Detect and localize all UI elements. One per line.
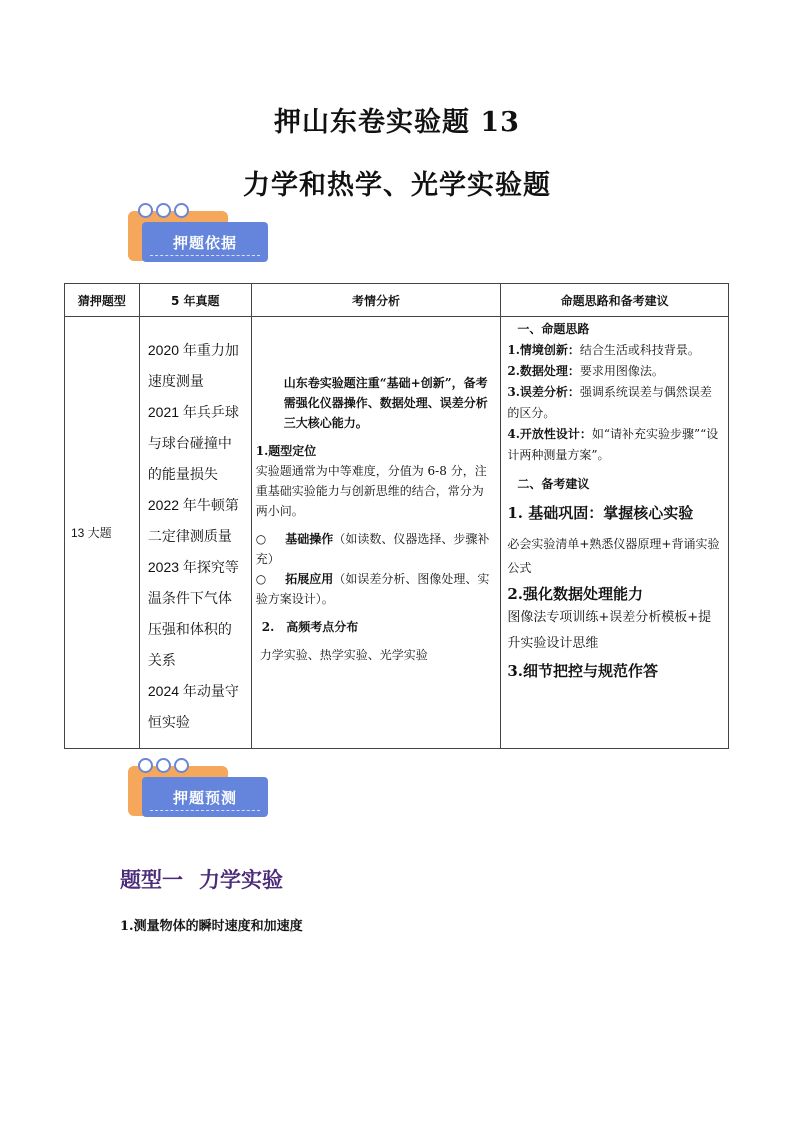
banner-basis: [128, 205, 278, 275]
advice-item-2: [507, 361, 722, 382]
advice-item-label: 4.开放性设计：: [507, 427, 592, 441]
year-line: 的能量损失: [147, 466, 218, 482]
analysis-cell: [251, 317, 501, 749]
banner-prediction-label: 押题预测: [142, 777, 268, 817]
bullet-text: （如误差分析、图像处理、实验方案设计）。: [255, 572, 490, 606]
year-line: 压强和体积的: [147, 621, 232, 637]
header-analysis: 考情分析: [251, 284, 501, 317]
year-line: 2020 年重力加: [147, 342, 239, 358]
year-line: 二定律测质量: [147, 528, 232, 544]
advice-item-label: 3.误差分析：: [507, 385, 580, 399]
advice-point-1: 1. 基础巩固：掌握核心实验: [507, 504, 694, 522]
bullet-label: 拓展应用: [285, 572, 334, 586]
advice-item-text: 如“请补充实验步骤”“设计两种测量方案”。: [507, 427, 719, 462]
banner-prediction: [128, 760, 278, 830]
type-cell: 13 大题: [65, 317, 140, 749]
bullet-icon: ○: [255, 572, 267, 586]
header-advice: 命题思路和备考建议: [501, 284, 729, 317]
header-years: 5 年真题: [139, 284, 251, 317]
year-line: 与球台碰撞中: [147, 435, 232, 451]
page-subtitle: 力学和热学、光学实验题: [243, 170, 551, 201]
exam-analysis-table: [64, 283, 729, 749]
year-line: 2022 年牛顿第: [147, 497, 239, 513]
section-type-label: 题型一: [120, 868, 183, 892]
table-row: [65, 317, 729, 749]
binder-rings-icon: [138, 758, 189, 773]
table-header-row: [65, 284, 729, 317]
analysis-heading-2: 2. 高频考点分布: [261, 620, 359, 634]
page-title: 押山东卷实验题 13: [274, 107, 520, 138]
advice-item-text: 结合生活或科技背景。: [579, 343, 700, 357]
year-line: 关系: [147, 652, 176, 668]
analysis-bullet-1: [256, 529, 493, 569]
advice-point-1-text: 必会实验清单+熟悉仪器原理+背诵实验公式: [507, 537, 720, 575]
years-cell: [139, 317, 251, 749]
advice-item-label: 2.数据处理：: [507, 364, 580, 378]
advice-item-text: 强调系统误差与偶然误差的区分。: [507, 385, 712, 420]
analysis-bullet-2: [256, 569, 493, 609]
advice-section-2: 二、备考建议: [517, 477, 590, 491]
advice-point-2: 2.强化数据处理能力: [507, 585, 644, 603]
question-item-1: 1.测量物体的瞬时速度和加速度: [120, 919, 303, 934]
analysis-text-2: 力学实验、热学实验、光学实验: [259, 648, 428, 662]
binder-rings-icon: [138, 203, 189, 218]
bullet-text: （如读数、仪器选择、步骤补充）: [255, 532, 490, 566]
year-line: 2024 年动量守: [147, 683, 239, 699]
advice-item-4: [507, 424, 722, 466]
year-line: 2023 年探究等: [147, 559, 239, 575]
advice-section-1: 一、命题思路: [517, 322, 590, 336]
advice-point-2-text: 图像法专项训练+误差分析模板+提升实验设计思维: [507, 610, 712, 651]
advice-item-1: [507, 340, 722, 361]
advice-item-3: [507, 382, 722, 424]
year-line: 恒实验: [147, 714, 190, 730]
advice-item-text: 要求用图像法。: [579, 364, 664, 378]
year-line: 2021 年兵乒球: [147, 404, 239, 420]
section-type-heading: [120, 864, 299, 894]
analysis-text-1: 实验题通常为中等难度，分值为 6-8 分，注重基础实验能力与创新思维的结合，常分为两小问。: [255, 464, 487, 518]
analysis-intro: 山东卷实验题注重“基础+创新”，备考需强化仪器操作、数据处理、误差分析三大核心能力。: [283, 376, 488, 430]
banner-basis-label: 押题依据: [142, 222, 268, 262]
analysis-heading-1: 1.题型定位: [255, 444, 317, 458]
bullet-label: 基础操作: [285, 532, 334, 546]
advice-cell: [501, 317, 729, 749]
section-type-name: 力学实验: [199, 868, 283, 892]
bullet-icon: ○: [255, 532, 267, 546]
year-line: 温条件下气体: [147, 590, 232, 606]
header-type: 猜押题型: [65, 284, 140, 317]
advice-item-label: 1.情境创新：: [507, 343, 580, 357]
advice-point-3: 3.细节把控与规范作答: [507, 662, 659, 680]
year-line: 速度测量: [147, 373, 204, 389]
